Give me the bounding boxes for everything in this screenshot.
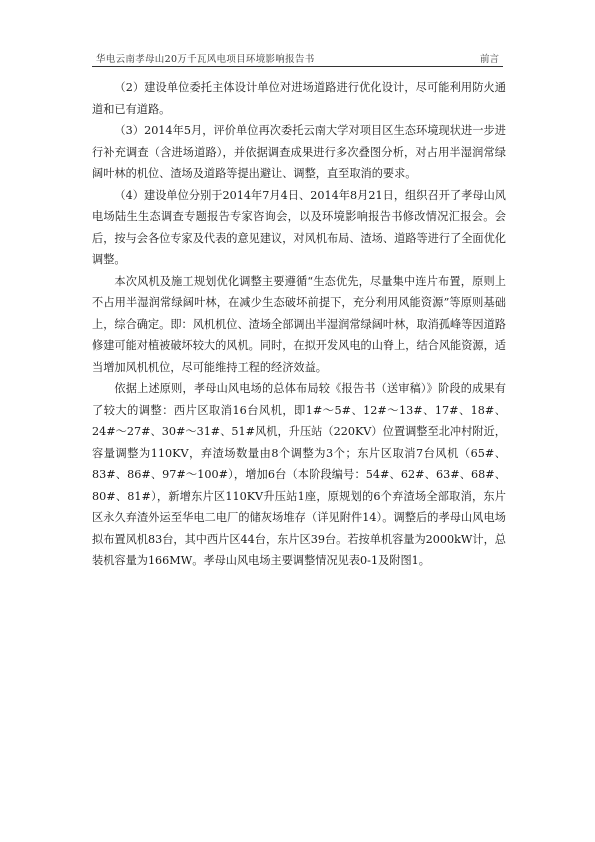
section-name: 前言	[479, 54, 499, 65]
body-text	[92, 77, 506, 572]
paragraph-principles: 本次风机及施工规划优化调整主要遵循“生态优先，尽量集中连片布置，原则上不占用半湿润常绿阔叶林，在减少生态破坏前提下，充分利用风能资源”等原则基础上，综合确定。即：风机机位、渣场全部调出半湿润常绿阔叶林，取消孤峰等因道路修建可能对植被破坏较大的风机。同时，在拟开发风电的山脊上，结合风能资源，适当增加风机机位，尽可能维持工程的经济效益。	[92, 274, 506, 374]
paragraph-3: （3）2014年5月，评价单位再次委托云南大学对项目区生态环境现状进一步进行补充调查（含进场道路），并依据调查成果进行多次叠图分析，对占用半湿润常绿阔叶林的机位、渣场及道路等提出避让、调整，直至取消的要求。	[92, 124, 506, 180]
paragraph-4: （4）建设单位分别于2014年7月4日、2014年8月21日，组织召开了孝母山风电场陆生生态调查专题报告专家咨询会，以及环境影响报告书修改情况汇报会。会后，按与会各位专家及代表的意见建议，对风机布局、渣场、道路等进行了全面优化调整。	[92, 188, 506, 266]
paragraph-2: （2）建设单位委托主体设计单位对进场道路进行优化设计，尽可能利用防火通道和已有道路。	[92, 81, 506, 116]
running-header	[92, 50, 503, 67]
document-title: 华电云南孝母山20万千瓦风电项目环境影响报告书	[96, 54, 315, 65]
paragraph-adjustments: 依据上述原则，孝母山风电场的总体布局较《报告书（送审稿）》阶段的成果有了较大的调整：西片区取消16台风机，即1#～5#、12#～13#、17#、18#、24#～27#、30#～31#、51#风机，升压站（220KV）位置调整至北冲村附近，容量调整为110KV，弃渣场数量由8个调整为3个；东片区取消7台风机（65#、83#、86#、97#～100#），增加6台（本阶段编号：54#、62#、63#、68#、80#、81#），新增东片区110KV升压站1座，原规划的6个弃渣场全部取消，东片区永久弃渣外运至华电二电厂的储灰场堆存（详见附件14）。调整后的孝母山风电场拟布置风机83台，其中西片区44台，东片区39台。若按单机容量为2000kW计，总装机容量为166MW。孝母山风电场主要调整情况见表0-1及附图1。	[92, 382, 506, 567]
